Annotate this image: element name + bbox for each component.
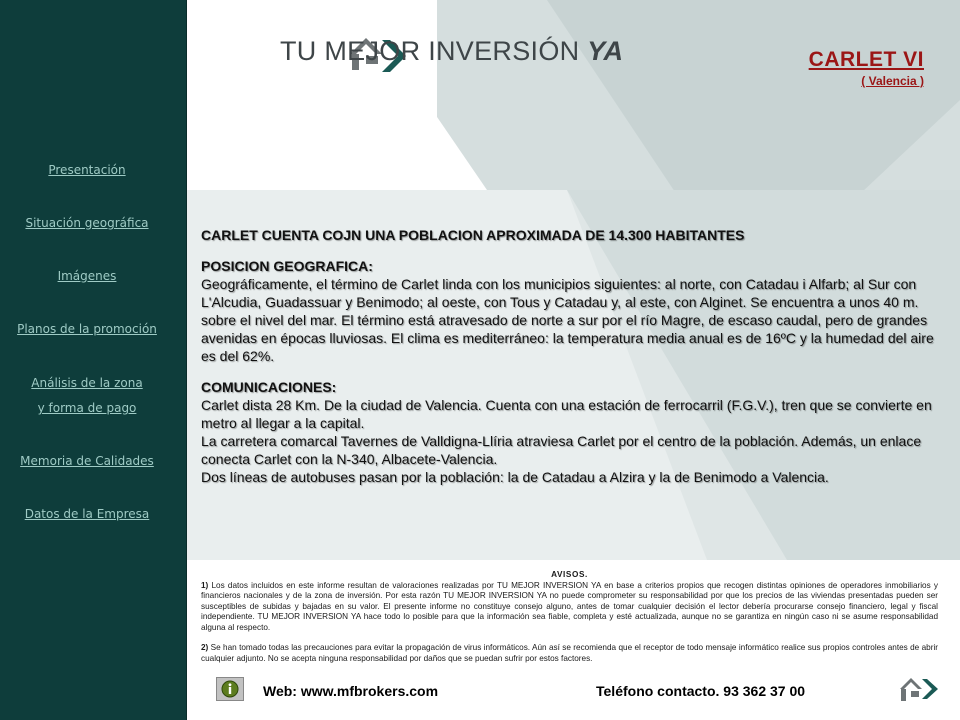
disclaimer-item-1 (201, 581, 938, 634)
footer-logo-icon (898, 674, 944, 704)
page-title-block (809, 48, 924, 88)
nav-link-memoria-calidades[interactable]: Memoria de Calidades (20, 454, 154, 468)
logo-text-bold: YA (587, 36, 624, 66)
sidebar (0, 0, 187, 720)
nav-link-forma-pago[interactable]: y forma de pago (37, 401, 137, 415)
nav-link-situacion-geografica[interactable]: Situación geográfica (25, 216, 149, 230)
nav-link-imagenes[interactable]: Imágenes (57, 269, 117, 283)
communications-road-text: La carretera comarcal Tavernes de Valldigna-Llíria atraviesa Carlet por el centro de la población. Además, un enlace conecta Carlet con la N-340, Albacete-Valencia. (201, 433, 922, 467)
nav-link-planos[interactable]: Planos de la promoción (17, 322, 157, 336)
contact-phone: Teléfono contacto. 93 362 37 00 (596, 683, 806, 699)
logo-text (280, 36, 623, 67)
page-subtitle: ( Valencia ) (861, 74, 924, 88)
disclaimer-item-1-text: Los datos incluidos en este informe resultan de valoraciones realizadas por TU MEJOR INVERSION YA en base a criterios propios que recogen distintas opiniones de operadores inmobiliarios y financieros nacionales y de la zona de inversión. Por esta razón TU MEJOR INVERSION YA no puede comprometer su responsabilidad por que los precios de las viviendas presentadas pueden ser susceptibles de subidas y bajadas en su valor. El presente informe no constituye consejo alguno, antes de tomar cualquier decisión el lector debería procurarse consejo financiero, legal y fiscal independiente. TU MEJOR INVERSION YA hace todo lo posible para que la información sea fiable, completa y esté actualizada, aunque no se garantiza en ningún caso ni se asume responsabilidad alguna al respecto. (201, 580, 938, 632)
disclaimer-item-2 (201, 643, 938, 664)
page-title: CARLET VI (808, 48, 924, 71)
disclaimer-title: AVISOS. (551, 570, 588, 579)
communications-train-text: Carlet dista 28 Km. De la ciudad de Valencia. Cuenta con una estación de ferrocarril (F.G.V.), tren que se convierte en metro al llegar a la capital. (201, 397, 932, 431)
info-icon (217, 678, 243, 700)
disclaimer-item-2-num: 2) (201, 643, 209, 652)
disclaimer-item-2-text: Se han tomado todas las precauciones para evitar la propagación de virus informáticos. Aún así se recomienda que el receptor de todo mensaje informático realice sus propios controles antes de abrir cualquier adjunto. No se acepta ninguna responsabilidad por daños que se puedan sufrir por estos factores. (201, 643, 938, 663)
info-button[interactable] (216, 677, 244, 701)
geo-position-heading: POSICION GEOGRAFICA: (201, 258, 373, 274)
disclaimer (201, 570, 938, 664)
nav-link-analisis-zona[interactable]: Análisis de la zona (31, 376, 143, 390)
nav-link-datos-empresa[interactable]: Datos de la Empresa (24, 507, 150, 521)
disclaimer-item-1-num: 1) (201, 580, 209, 590)
geo-position-text: Geográficamente, el término de Carlet linda con los municipios siguientes: al norte, con Catadau i Alfarb; al Sur con L'Alcudia, Guadassuar y Benimodo; al oeste, con Tous y Catadau y, al este, con Alginet. Se encuentra a unos 40 m. sobre el nivel del mar. El término está atravesado de norte a sur por el río Magre, de escaso caudal, pero de grandes avenidas en épocas lluviosas. El clima es mediterráneo: la temperatura media anual es de 16ºC y la humedad del aire es del 62%. (201, 276, 934, 364)
nav-link-presentacion[interactable]: Presentación (48, 163, 126, 177)
population-heading: CARLET CUENTA COJN UNA POBLACION APROXIMADA DE 14.300 HABITANTES (201, 227, 745, 243)
communications-heading: COMUNICACIONES: (201, 379, 337, 395)
main-content (201, 226, 936, 486)
website-link[interactable]: Web: www.mfbrokers.com (263, 683, 439, 699)
logo-text-regular: TU MEJOR INVERSIÓN (280, 36, 588, 66)
communications-bus-text: Dos líneas de autobuses pasan por la población: la de Catadau a Alzira y la de Benimodo a Valencia. (201, 469, 829, 485)
